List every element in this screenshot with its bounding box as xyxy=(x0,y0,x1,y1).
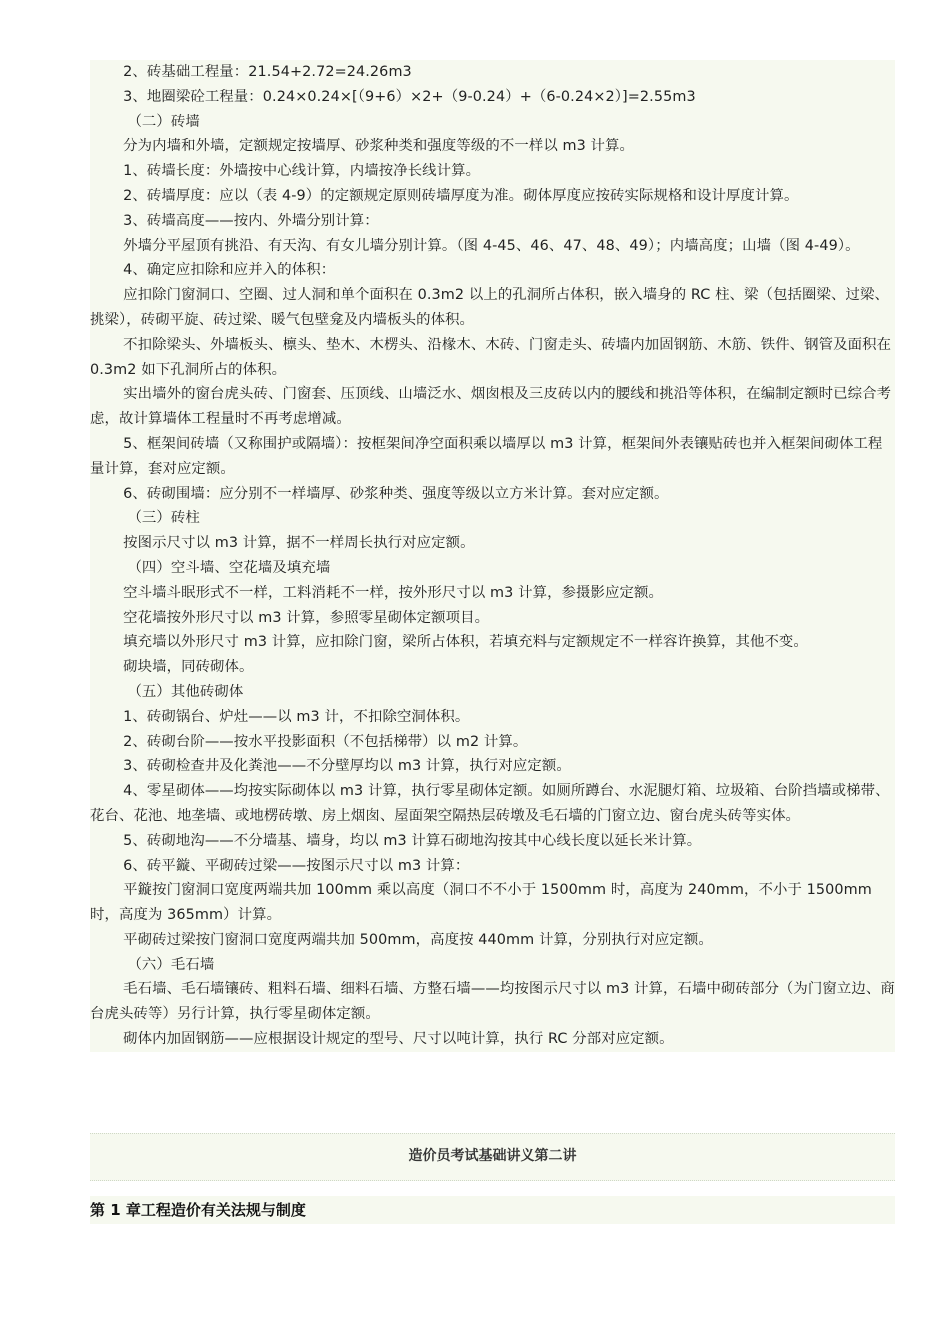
paragraph: 砌块墙，同砖砌体。 xyxy=(123,659,254,676)
paragraph: 分为内墙和外墙，定额规定按墙厚、砂浆种类和强度等级的不一样以 m3 计算。 xyxy=(123,138,635,155)
paragraph: 砌体内加固钢筋——应根据设计规定的型号、尺寸以吨计算，执行 RC 分部对应定额。 xyxy=(123,1031,674,1048)
paragraph: 平砌砖过梁按门窗洞口宽度两端共加 500mm，高度按 440mm 计算，分别执行对应定额。 xyxy=(123,931,713,948)
paragraph: 6、砖平鏇、平砌砖过梁——按图示尺寸以 m3 计算： xyxy=(123,857,470,874)
section-heading: （三）砖柱 xyxy=(127,510,200,527)
paragraph: 3、砖墙高度——按内、外墙分别计算： xyxy=(123,212,379,229)
lecture-title: 造价员考试基础讲义第二讲 xyxy=(408,1148,577,1164)
paragraph: 毛石墙、毛石墙镶砖、粗料石墙、细料石墙、方整石墙——均按图示尺寸以 m3 计算，石墙中砌砖部分（为门窗立边、商台虎头砖等）另行计算，执行零星砌体定额。 xyxy=(90,981,895,1023)
paragraph: 空斗墙斗眠形式不一样，工料消耗不一样，按外形尺寸以 m3 计算，参摄影应定额。 xyxy=(123,584,664,601)
paragraph: 4、确定应扣除和应并入的体积： xyxy=(123,262,336,279)
paragraph: 按图示尺寸以 m3 计算，据不一样周长执行对应定额。 xyxy=(123,535,475,552)
paragraph: 不扣除梁头、外墙板头、檩头、垫木、木楞头、沿椽木、木砖、门窗走头、砖墙内加固钢筋、木筋、铁件、钢管及面积在 0.3m2 如下孔洞所占的体积。 xyxy=(90,336,892,378)
section-heading: （四）空斗墙、空花墙及填充墙 xyxy=(127,559,331,576)
paragraph: 5、砖砌地沟——不分墙基、墙身，均以 m3 计算石砌地沟按其中心线长度以延长米计算。 xyxy=(123,832,702,849)
paragraph: 4、零星砌体——均按实际砌体以 m3 计算，执行零星砌体定额。如厕所蹲台、水泥腿灯箱、垃圾箱、台阶挡墙或梯带、花台、花池、地垄墙、或地楞砖墩、房上烟囱、屋面架空隔热层砖墩及毛石墙的门窗立边、窗台虎头砖等实体。 xyxy=(90,783,890,824)
section-heading: （五）其他砖砌体 xyxy=(127,683,244,700)
paragraph: 1、砖墙长度：外墙按中心线计算，内墙按净长线计算。 xyxy=(123,163,481,180)
paragraph: 填充墙以外形尺寸 m3 计算，应扣除门窗，梁所占体积，若填充料与定额规定不一样容许换算，其他不变。 xyxy=(123,634,808,651)
paragraph: 应扣除门窗洞口、空圈、过人洞和单个面积在 0.3m2 以上的孔洞所占体积，嵌入墙身的 RC 柱、梁（包括圈梁、过梁、挑梁），砖砌平旋、砖过梁、暖气包壁龛及内墙板头的体积。 xyxy=(90,287,889,328)
section-heading: （六）毛石墙 xyxy=(127,956,215,973)
paragraph: 3、砖砌检查井及化粪池——不分壁厚均以 m3 计算，执行对应定额。 xyxy=(123,758,571,775)
paragraph: 5、框架间砖墙（又称围护或隔墙）：按框架间净空面积乘以墙厚以 m3 计算，框架间外表镶贴砖也并入框架间砌体工程量计算，套对应定额。 xyxy=(90,435,883,477)
paragraph: 6、砖砌围墙：应分别不一样墙厚、砂浆种类、强度等级以立方米计算。套对应定额。 xyxy=(123,485,669,502)
section-heading: （二）砖墙 xyxy=(127,113,200,130)
paragraph: 实出墙外的窗台虎头砖、门窗套、压顶线、山墙泛水、烟囱根及三皮砖以内的腰线和挑沿等体积，在编制定额时已综合考虑，故计算墙体工程量时不再考虑增减。 xyxy=(90,386,892,428)
lecture-title-bar xyxy=(90,1133,895,1181)
paragraph: 平鏇按门窗洞口宽度两端共加 100mm 乘以高度（洞口不不小于 1500mm 时，高度为 240mm，不小于 1500mm 时，高度为 365mm）计算。 xyxy=(90,882,872,924)
paragraph: 2、砖基础工程量：21.54+2.72=24.26m3 xyxy=(123,64,412,80)
paragraph: 空花墙按外形尺寸以 m3 计算，参照零星砌体定额项目。 xyxy=(123,609,490,626)
paragraph: 1、砖砌锅台、炉灶——以 m3 计，不扣除空洞体积。 xyxy=(123,708,470,725)
paragraph: 外墙分平屋顶有挑沿、有天沟、有女儿墙分别计算。（图 4-45、46、47、48、49）；内墙高度；山墙（图 4-49）。 xyxy=(123,237,860,254)
paragraph: 2、砖砌台阶——按水平投影面积（不包括梯带）以 m2 计算。 xyxy=(123,733,528,750)
paragraph: 3、地圈梁砼工程量：0.24×0.24×[（9+6）×2+（9-0.24）+（6-0.24×2）]=2.55m3 xyxy=(123,88,696,105)
document-body xyxy=(90,60,895,1052)
chapter-heading: 第 1 章工程造价有关法规与制度 xyxy=(90,1196,895,1224)
paragraph: 2、砖墙厚度：应以（表 4-9）的定额规定原则砖墙厚度为准。砌体厚度应按砖实际规格和设计厚度计算。 xyxy=(123,187,799,204)
